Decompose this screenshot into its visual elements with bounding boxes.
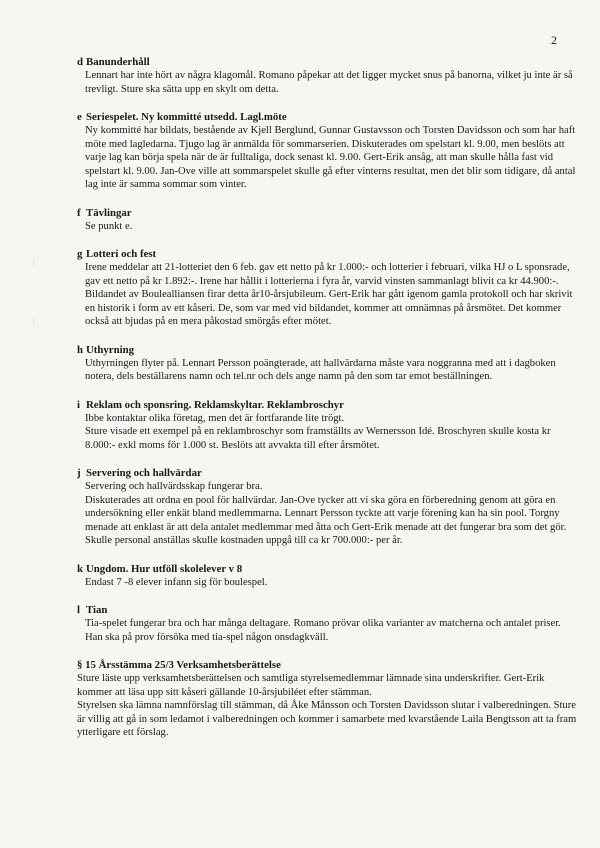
- section-heading: k Ungdom. Hur utföll skolelever v 8: [77, 562, 243, 575]
- paragraph: Endast 7 -8 elever infann sig för boulespel.: [85, 576, 268, 588]
- punch-hole-mark: [33, 256, 42, 268]
- paragraph: Bildandet av Boulealliansen firar detta år10-årsjubileum. Gert-Erik har gått igenom gamla protokoll och har skrivit en historik i form av ett kåseri. De, som var med vid bildandet, kommer att omnämnas på årsmötet. Det kommer också att bjudas på en mera påkostad smörgås efter mötet.: [85, 289, 573, 327]
- paragraph: Diskuterades att ordna en pool för hallvärdar. Jan-Ove tycker att vi ska göra en förberedning genom att göra en undersökning eller enkät bland medlemmarna. Lennart Persson tyckte att varje förening kan ha sin pool. Torgny menade att enklast är att dela antalet medlemmar med åtta och Gert-Erik menade att det fungerar bra som det gör. Skulle personal anställas skulle kostnaden uppgå till ca kr 700.000:- per år.: [85, 494, 567, 546]
- section-arsstamma: [77, 658, 577, 740]
- section-heading: d Banunderhåll: [77, 56, 150, 68]
- section-heading: l Tian: [77, 604, 108, 616]
- section-lotteri-och-fest: [77, 247, 577, 329]
- punch-hole-mark: [33, 316, 42, 328]
- paragraph: Sture läste upp verksamhetsberättelsen och samtliga styrelsemedlemmar lämnade sina underskrifter. Gert-Erik kommer att läsa upp sitt kåseri gällande 10-årsjubiléet efter stämman.: [77, 673, 545, 698]
- section-heading: h Uthyrning: [77, 343, 134, 356]
- paragraph: Irene meddelar att 21-lotteriet den 6 feb. gav ett netto på kr 1.000:- och lotterier i februari, vilka HJ o L sponsrade, gav ett netto på kr 1.892:-. Irene har hållit i lotterierna i fyra år, varvid vinsten sammanlagt blivit ca kr 44.900:-.: [85, 262, 570, 287]
- section-heading: § 15 Årsstämma 25/3 Verksamhetsberättelse: [77, 659, 281, 671]
- section-banunderhall: [77, 55, 577, 96]
- page-number: 2: [551, 33, 557, 47]
- section-seriespelet: [77, 110, 577, 192]
- section-heading: e Seriespelet. Ny kommitté utsedd. Lagl.möte: [77, 111, 287, 123]
- section-tian: [77, 603, 577, 644]
- paragraph: Uthyrningen flyter på. Lennart Persson poängterade, att hallvärdarna måste vara noggranna med att i dagboken notera, dels beställarens namn och tel.nr och dels ange namn på den som tar emot beställningen.: [85, 357, 556, 382]
- document-body: [77, 55, 577, 754]
- paragraph: Lennart har inte hört av några klagomål. Romano påpekar att det ligger mycket snus på banorna, vilket ju inte är så trevligt. Sture ska sätta upp en skylt om detta.: [85, 70, 573, 95]
- paragraph: Servering och hallvärdsskap fungerar bra.: [85, 481, 263, 492]
- section-uthyrning: [77, 343, 577, 384]
- paragraph: Tia-spelet fungerar bra och har många deltagare. Romano prövar olika varianter av matcherna och antalet priser. Han ska på prov försöka med tia-spel någon onsdagkväll.: [85, 618, 561, 643]
- section-reklam-och-sponsring: [77, 398, 577, 453]
- section-heading: i Reklam och sponsring. Reklamskyltar. Reklambroschyr: [77, 398, 344, 411]
- section-ungdom: [77, 562, 577, 590]
- section-heading: j Servering och hallvärdar: [77, 467, 202, 479]
- paragraph: Sture visade ett exempel på en reklambroschyr som framställts av Wernersson Idé. Broschyren skulle kosta kr 8.000:- exkl moms för 1.000 st. Beslöts att avvakta till efter årsmötet.: [85, 426, 551, 451]
- paragraph: Se punkt e.: [85, 220, 133, 232]
- paragraph: Ibbe kontaktar olika företag, men det är fortfarande lite trögt.: [85, 412, 345, 424]
- paragraph: Ny kommitté har bildats, bestående av Kjell Berglund, Gunnar Gustavsson och Torsten Davidsson och som har haft möte med lagledarna. Tjugo lag är anmälda för sommarserien. Diskuterades om spelstart kl. 9.00, men beslöts att varje lag kan börja spela när de är fulltaliga, dock senast kl. 9.00. Gert-Erik ansåg, att man skulle hålla fast vid spelstart kl. 9.00. Jan-Ove ville att sommarspelet skulle gå efter vinterns resultat, men det blir som tidigare, då antal lag inte är samma sommar som vinter.: [85, 125, 576, 190]
- section-servering-och-hallvardar: [77, 466, 577, 548]
- section-heading: f Tävlingar: [77, 206, 132, 219]
- paragraph: Styrelsen ska lämna namnförslag till stämman, då Åke Månsson och Torsten Davidsson slutar i valberedningen. Sture är villig att gå in som ledamot i valberedningen och kommer i samarbete med kvarstående Laila Bengtsson att ta fram ytterligare ett förslag.: [77, 700, 577, 738]
- section-tavlingar: [77, 206, 577, 234]
- section-heading: g Lotteri och fest: [77, 248, 157, 260]
